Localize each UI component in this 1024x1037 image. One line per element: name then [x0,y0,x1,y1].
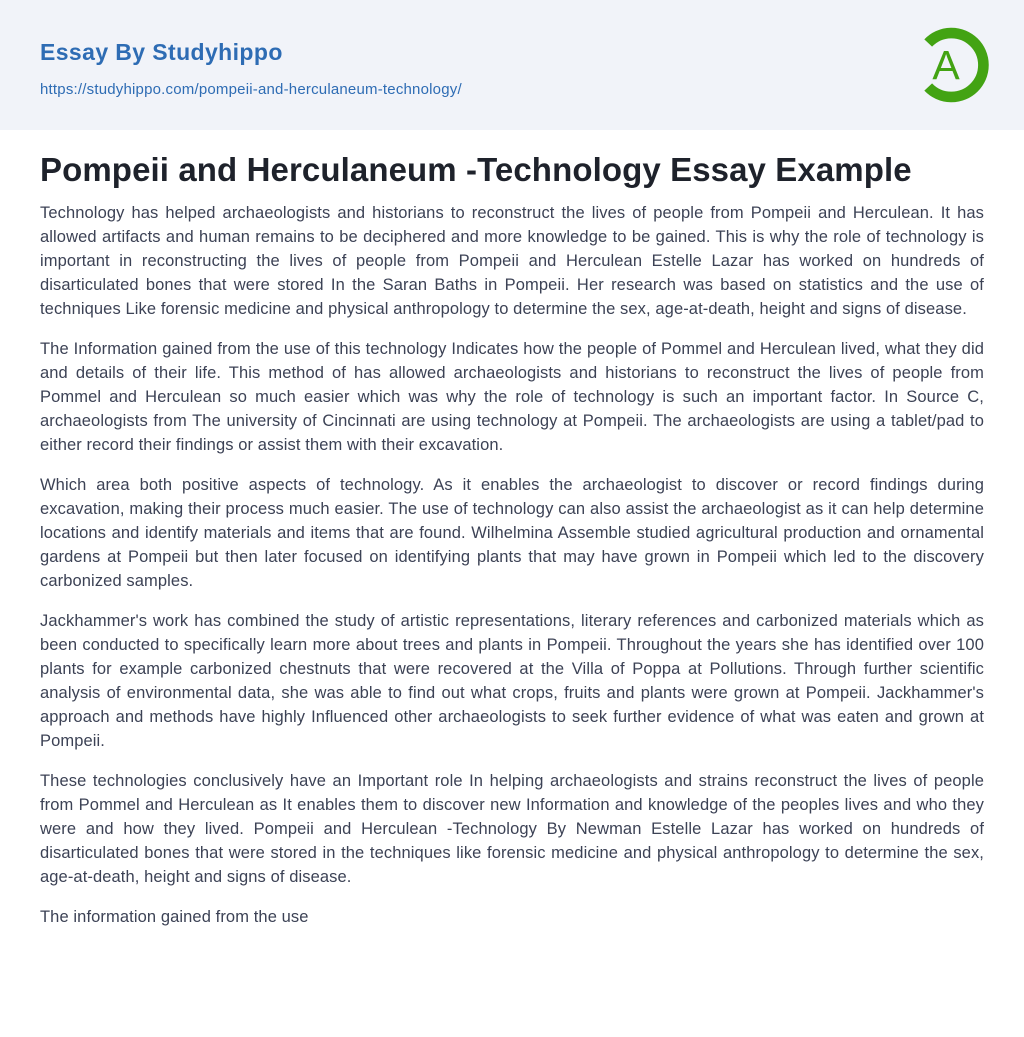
page-url-link[interactable]: https://studyhippo.com/pompeii-and-herculaneum-technology/ [40,80,462,98]
article-paragraph-4: Jackhammer's work has combined the study of artistic representations, literary references and carbonized materials which as been conducted to specifically learn more about trees and plants in Pompeii. Throughout the years she has identified over 100 plants for example carbonized chestnuts that were recovered at the Villa of Poppa at Pollutions. Through further scientific analysis of environmental data, she was able to find out what crops, fruits and plants were grown at Pompeii. Jackhammer's approach and methods have highly Influenced other archaeologists to seek further evidence of what was eaten and grown at Pompeii. [40,612,984,750]
studyhippo-logo-icon [910,19,992,111]
page-header [0,0,1024,130]
article-content [0,130,1024,929]
site-title: Essay By Studyhippo [40,38,283,65]
article-paragraph-5: These technologies conclusively have an Important role In helping archaeologists and strains reconstruct the lives of people from Pommel and Herculean as It enables them to discover new Information and knowledge of the peoples lives and who they were and how they lived. Pompeii and Herculean -Technology By Newman Estelle Lazar has worked on hundreds of disarticulated bones that were stored in the techniques like forensic medicine and physical anthropology to determine the sex, age-at-death, height and signs of disease. [40,772,984,886]
article-title: Pompeii and Herculaneum -Technology Essay Example [40,151,912,188]
logo-letter: A [932,41,960,88]
article-paragraph-3: Which area both positive aspects of technology. As it enables the archaeologist to discover or record findings during excavation, making their process much easier. The use of technology can also assist the archaeologist as it can help determine locations and identify materials and items that are found. Wilhelmina Assemble studied agricultural production and ornamental gardens at Pompeii but then later focused on identifying plants that may have grown in Pompeii which led to the discovery carbonized samples. [40,476,984,590]
article-paragraph-6: The information gained from the use [40,908,309,926]
article-paragraph-2: The Information gained from the use of this technology Indicates how the people of Pommel and Herculean lived, what they did and details of their life. This method of has allowed archaeologists and historians to reconstruct the lives of people from Pommel and Herculean so much easier which was why the role of technology is such an important factor. In Source C, archaeologists from The university of Cincinnati are using technology at Pompeii. The archaeologists are using a tablet/pad to either record their findings or assist them with their excavation. [40,340,984,454]
header-text-block [40,33,462,98]
article-paragraph-1: Technology has helped archaeologists and historians to reconstruct the lives of people from Pompeii and Herculean. It has allowed artifacts and human remains to be deciphered and more knowledge to be gained. This is why the role of technology is important in reconstructing the lives of people from Pompeii and Herculean Estelle Lazar has worked on hundreds of disarticulated bones that were stored In the Saran Baths in Pompeii. Her research was based on statistics and the use of techniques Like forensic medicine and physical anthropology to determine the sex, age-at-death, height and signs of disease. [40,204,984,318]
